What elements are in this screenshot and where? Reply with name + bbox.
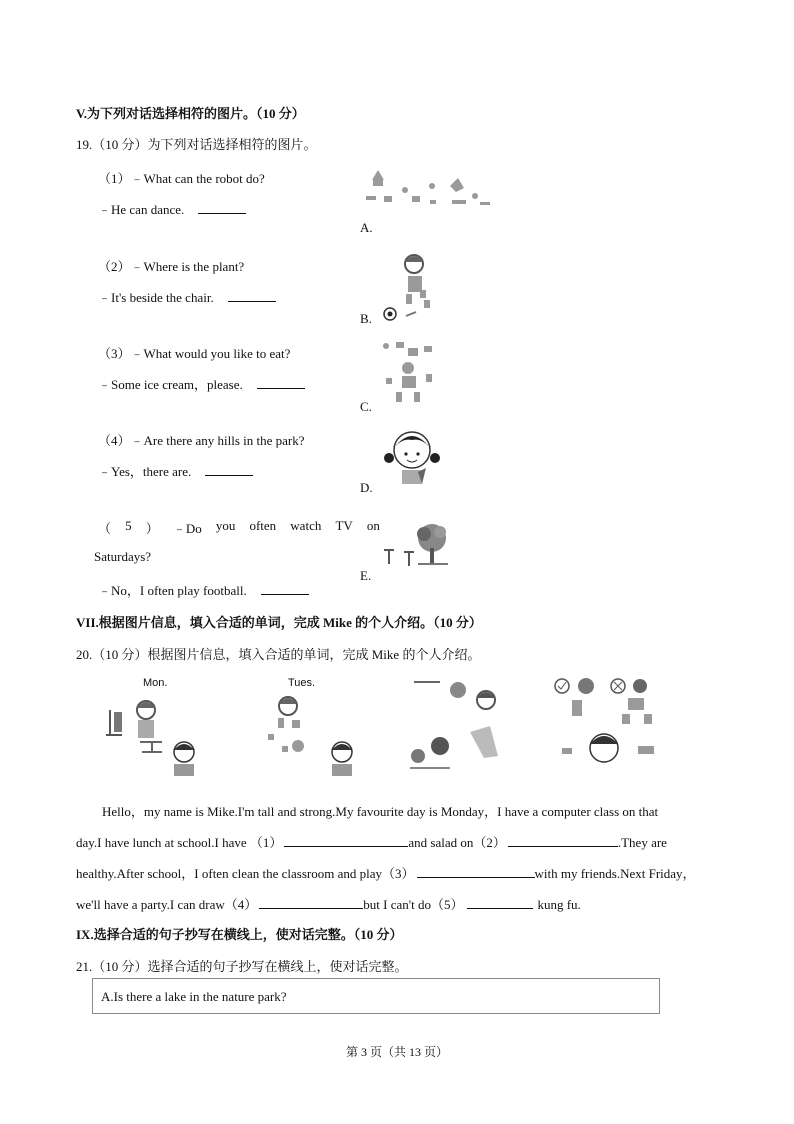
- q19-item1-answer-text: ﹣He can dance.: [98, 202, 185, 217]
- section-ix-title: IX.选择合适的句子抄写在横线上，使对话完整。（10 分）: [76, 927, 403, 942]
- answer-blank[interactable]: [228, 289, 276, 302]
- q19-item3-question: （3）﹣What would you like to eat?: [98, 346, 291, 361]
- q19-item5-word: often: [249, 518, 277, 533]
- draw-kungfu-picture: [552, 674, 662, 784]
- question-20-stem: 20.（10 分）根据图片信息，填入合适的单词，完成 Mike 的个人介绍。: [76, 647, 481, 662]
- answer-blank[interactable]: [257, 376, 305, 389]
- q19-item5-answer: [98, 580, 309, 599]
- q19-item5-word: on: [366, 518, 380, 533]
- robot-dancing-icon: [378, 338, 448, 413]
- q21-options-box: [92, 978, 660, 1014]
- answer-blank[interactable]: [259, 896, 363, 909]
- q19-item4-answer: [98, 461, 253, 480]
- q20-paragraph-line2: [76, 832, 667, 851]
- pic-label-tues: Tues.: [288, 677, 316, 689]
- q19-item5-question: [98, 518, 380, 537]
- q20-text: and salad on（2）: [408, 835, 506, 850]
- girl-icecream-icon: [382, 428, 442, 493]
- pic-label-mon: Mon.: [143, 677, 168, 689]
- q20-text: we'll have a party.I can draw（4）: [76, 897, 258, 912]
- q20-paragraph-line3: [76, 863, 696, 882]
- q19-item5-word: watch: [290, 518, 322, 533]
- q20-text: kung fu.: [537, 897, 581, 912]
- option-e-label: E.: [360, 568, 372, 583]
- q19-item4-answer-text: ﹣Yes，there are.: [98, 464, 192, 479]
- q21-option-a: A.Is there a lake in the nature park?: [101, 989, 287, 1004]
- q20-text: but I can't do（5）: [363, 897, 464, 912]
- answer-blank[interactable]: [205, 463, 253, 476]
- option-c-label: C.: [360, 399, 372, 414]
- q19-item3-answer: [98, 374, 305, 393]
- q19-item2-question: （2）﹣Where is the plant?: [98, 259, 245, 274]
- section-vii-title: VII.根据图片信息，填入合适的单词，完成 Mike 的个人介绍。（10 分）: [76, 615, 482, 630]
- q19-item1-answer: [98, 199, 246, 218]
- question-21-stem: 21.（10 分）选择合适的句子抄写在横线上，使对话完整。: [76, 959, 408, 974]
- q20-paragraph-line4: [76, 894, 581, 913]
- q19-item5-word: you: [215, 518, 236, 533]
- q20-paragraph-line1: Hello，my name is Mike.I'm tall and strong.My favourite day is Monday，I have a computer class on that: [102, 804, 659, 819]
- question-19-stem: 19.（10 分）为下列对话选择相符的图片。: [76, 137, 317, 152]
- q20-text: with my friends.Next Friday，: [534, 866, 696, 881]
- q19-item2-answer: [98, 287, 276, 306]
- answer-blank[interactable]: [467, 896, 533, 909]
- q19-item5-word: TV: [335, 518, 353, 533]
- q20-text: healthy.After school，I often clean the classroom and play（3）: [76, 866, 415, 881]
- q20-text: .They are: [617, 835, 667, 850]
- page-footer: 第 3 页（共 13 页）: [345, 1045, 448, 1059]
- lunch-picture: [258, 690, 368, 785]
- computer-class-picture: [100, 690, 210, 785]
- option-d-label: D.: [360, 480, 373, 495]
- q19-item1-question: （1）﹣What can the robot do?: [98, 171, 265, 186]
- q19-item5-answer-text: ﹣No，I often play football.: [98, 583, 247, 598]
- q19-item3-answer-text: ﹣Some ice cream，please.: [98, 377, 243, 392]
- section-v-title: V.为下列对话选择相符的图片。（10 分）: [76, 106, 305, 121]
- q20-text: day.I have lunch at school.I have （1）: [76, 835, 283, 850]
- q19-item4-question: （4）﹣Are there any hills in the park?: [98, 433, 305, 448]
- q19-item5-word: 5: [125, 518, 132, 533]
- q19-item5-word: （: [98, 521, 112, 536]
- answer-blank[interactable]: [417, 865, 535, 878]
- answer-blank[interactable]: [198, 201, 246, 214]
- q19-item5-word: ）: [145, 521, 159, 536]
- boy-football-icon: [380, 250, 450, 325]
- q19-item2-answer-text: ﹣It's beside the chair.: [98, 290, 214, 305]
- answer-blank[interactable]: [284, 834, 408, 847]
- answer-blank[interactable]: [508, 834, 618, 847]
- tree-chair-icon: [380, 520, 455, 575]
- q19-item5-word: ﹣Do: [172, 521, 202, 536]
- option-b-label: B.: [360, 311, 372, 326]
- option-a-label: A.: [360, 220, 373, 235]
- answer-blank[interactable]: [261, 582, 309, 595]
- after-school-picture: [400, 676, 510, 786]
- park-scene-icon: [360, 166, 500, 216]
- q19-item5-question-cont: Saturdays?: [94, 549, 152, 564]
